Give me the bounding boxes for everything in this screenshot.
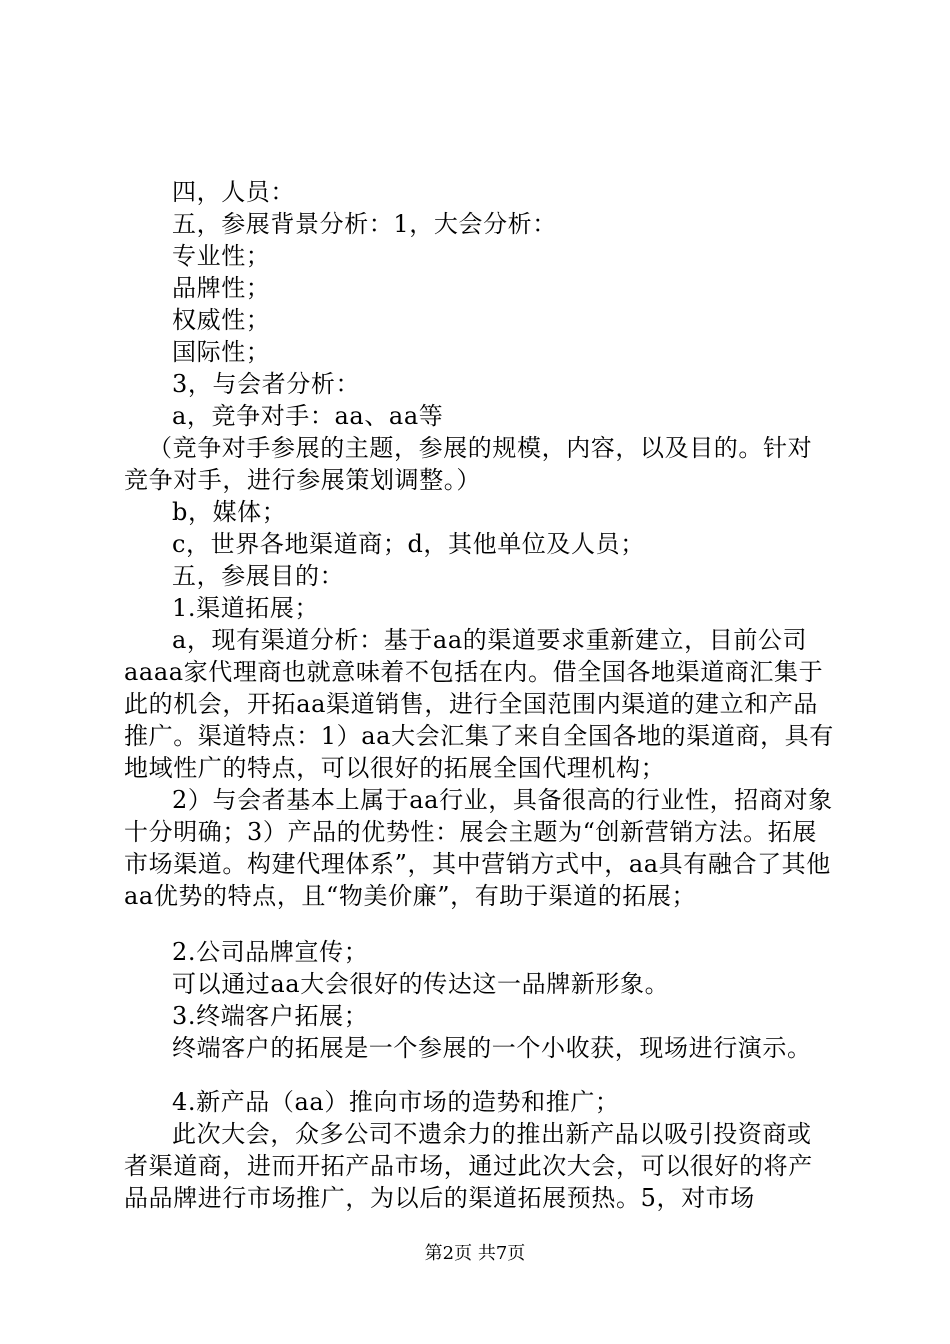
- paragraph-brand-promotion: 2.公司品牌宣传；: [172, 938, 369, 966]
- paragraph-end-customer-detail: 终端客户的拓展是一个参展的一个小收获，现场进行演示。: [172, 1034, 812, 1062]
- paragraph-channel-expansion: 1.渠道拓展；: [172, 594, 320, 622]
- paragraph-background-analysis: 五，参展背景分析：1，大会分析：: [172, 210, 557, 238]
- paragraph-channel-dealers: c，世界各地渠道商；d，其他单位及人员；: [172, 530, 645, 558]
- document-body: [124, 176, 834, 1214]
- paragraph-media: b，媒体；: [172, 498, 287, 526]
- paragraph-new-product: 4.新产品（aa）推向市场的造势和推广；: [172, 1088, 620, 1116]
- paragraph-attendee-analysis: 3，与会者分析：: [172, 370, 361, 398]
- paragraph-authority: 权威性；: [172, 306, 271, 334]
- paragraph-channel-analysis: a，现有渠道分析：基于aa的渠道要求重新建立，目前公司aaaa家代理商也就意味着不包括在内。借全国各地渠道商汇集于此的机会，开拓aa渠道销售，进行全国范围内渠道的建立和产品推广。渠道特点：1）aa大会汇集了来自全国各地的渠道商，具有地域性广的特点，可以很好的拓展全国代理机构；: [124, 626, 834, 782]
- paragraph-brand-image: 可以通过aa大会很好的传达这一品牌新形象。: [172, 970, 670, 998]
- page-footer: 第2页 共7页: [424, 1243, 526, 1264]
- paragraph-channel-features: 2）与会者基本上属于aa行业，具备很高的行业性，招商对象十分明确；3）产品的优势性：展会主题为“创新营销方法。拓展市场渠道。构建代理体系”，其中营销方式中，aa具有融合了其他aa优势的特点，且“物美价廉”，有助于渠道的拓展；: [124, 786, 833, 910]
- paragraph-exhibition-goal: 五，参展目的：: [172, 562, 345, 590]
- paragraph-new-product-detail: 此次大会，众多公司不遗余力的推出新产品以吸引投资商或者渠道商，进而开拓产品市场，通过此次大会，可以很好的将产品品牌进行市场推广，为以后的渠道拓展预热。5，对市场: [124, 1120, 813, 1212]
- paragraph-end-customer: 3.终端客户拓展；: [172, 1002, 369, 1030]
- paragraph-personnel: 四，人员：: [172, 178, 295, 206]
- paragraph-competitor-note: （竞争对手参展的主题，参展的规模，内容，以及目的。针对竞争对手，进行参展策划调整。）: [124, 434, 813, 494]
- paragraph-professional: 专业性；: [172, 242, 271, 270]
- paragraph-competitors: a，竞争对手：aa、aa等: [172, 402, 444, 430]
- paragraph-international: 国际性；: [172, 338, 271, 366]
- paragraph-brand: 品牌性；: [172, 274, 271, 302]
